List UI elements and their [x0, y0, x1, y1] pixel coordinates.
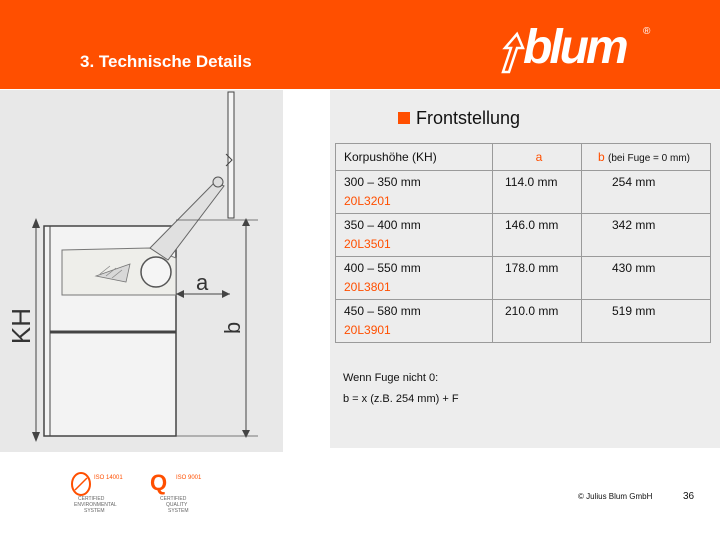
- cert-1-l1: CERTIFIED: [78, 496, 105, 502]
- page-number: 36: [683, 491, 695, 502]
- range-text: 450 – 580 mm: [344, 304, 421, 318]
- blum-logo: [495, 21, 655, 78]
- front-position-diagram: [0, 90, 283, 452]
- cell-range: [336, 257, 493, 300]
- label-b: b: [220, 321, 245, 334]
- section-title-text: Frontstellung: [416, 108, 521, 128]
- cert-2-l2: QUALITY: [166, 502, 188, 508]
- label-kh: KH: [6, 307, 36, 345]
- cell-range: [336, 300, 493, 343]
- cell-b: 254 mm: [582, 171, 711, 214]
- article-code: 20L3801: [344, 280, 391, 294]
- cert-1-l2: ENVIRONMENTAL: [74, 502, 117, 508]
- cell-b: 342 mm: [582, 214, 711, 257]
- registered-mark: ®: [643, 26, 651, 37]
- cell-a: 114.0 mm: [493, 171, 582, 214]
- page-title: 3. Technische Details: [80, 52, 252, 71]
- iso-9001-badge: [150, 470, 210, 514]
- header-b-letter: b: [598, 150, 605, 164]
- table-row: [336, 171, 711, 214]
- cert-2-top: ISO 9001: [176, 475, 202, 481]
- header-a: a: [493, 144, 582, 171]
- label-a: a: [196, 270, 209, 295]
- header-b: [582, 144, 711, 171]
- article-code: 20L3501: [344, 237, 391, 251]
- section-title: [398, 108, 520, 129]
- cert-1-l3: SYSTEM: [84, 508, 105, 514]
- cell-a: 146.0 mm: [493, 214, 582, 257]
- iso-14001-badge: [70, 470, 130, 514]
- footer-copyright: © Julius Blum GmbH: [578, 492, 653, 501]
- note-line-2: b = x (z.B. 254 mm) + F: [343, 393, 459, 405]
- note-line-1: Wenn Fuge nicht 0:: [343, 372, 439, 384]
- range-text: 350 – 400 mm: [344, 218, 421, 232]
- article-code: 20L3201: [344, 194, 391, 208]
- cell-a: 210.0 mm: [493, 300, 582, 343]
- cert-1-top: ISO 14001: [94, 475, 123, 481]
- article-code: 20L3901: [344, 323, 391, 337]
- cell-range: [336, 171, 493, 214]
- cell-b: 519 mm: [582, 300, 711, 343]
- table-header-row: [336, 144, 711, 171]
- header-b-note: (bei Fuge = 0 mm): [608, 153, 691, 164]
- blum-logo-text: blum: [523, 21, 626, 74]
- table-row: [336, 214, 711, 257]
- header-korpushoehe: Korpushöhe (KH): [336, 144, 493, 171]
- range-text: 300 – 350 mm: [344, 175, 421, 189]
- cell-b: 430 mm: [582, 257, 711, 300]
- spec-table: [335, 143, 711, 343]
- cell-a: 178.0 mm: [493, 257, 582, 300]
- front-flap: [228, 92, 234, 218]
- cell-range: [336, 214, 493, 257]
- range-text: 400 – 550 mm: [344, 261, 421, 275]
- table-row: [336, 300, 711, 343]
- quality-q-icon: Q: [150, 470, 168, 495]
- cert-2-l3: SYSTEM: [168, 508, 189, 514]
- table-row: [336, 257, 711, 300]
- cert-2-l1: CERTIFIED: [160, 496, 187, 502]
